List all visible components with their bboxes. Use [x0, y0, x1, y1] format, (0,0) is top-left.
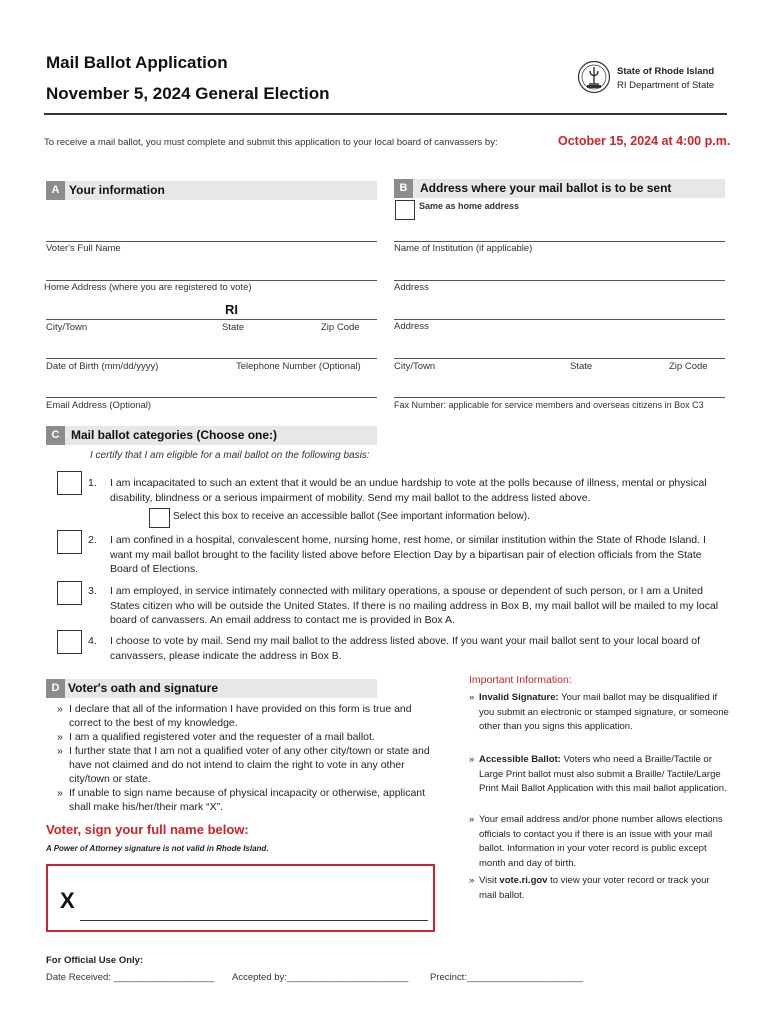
section-a-letter: A	[46, 181, 65, 200]
section-c-title: Mail ballot categories (Choose one:)	[71, 428, 278, 442]
option-3-text: I am employed, in service intimately connected with military operations, a spouse or dependent of such person, or I am a United States citizen who will be outside the United States. If there is no mailing address in Box B, my mail ballot will be mailed to my local board of canvassers. An email address to contact me is provided in Box A.	[110, 585, 719, 626]
b-zip-label: Zip Code	[669, 361, 708, 372]
option-3-number: 3.	[88, 585, 97, 597]
full-name-field[interactable]	[46, 241, 377, 242]
header-divider	[44, 113, 727, 115]
city-state-zip-field[interactable]	[46, 319, 377, 320]
state-label: State	[222, 322, 245, 333]
oath-item: » I am a qualified registered voter and the requester of a mail ballot.	[57, 731, 375, 743]
email-label: Email Address (Optional)	[46, 400, 152, 411]
certify-text: I certify that I am eligible for a mail ballot on the following basis:	[90, 450, 370, 461]
important-item-visit: » Visit vote.ri.gov to view your voter record or track your mail ballot.	[469, 875, 710, 901]
vote-ri-gov-link[interactable]: vote.ri.gov	[499, 875, 548, 886]
dob-phone-field[interactable]	[46, 358, 377, 359]
section-b-letter: B	[394, 179, 413, 198]
home-address-field[interactable]	[46, 280, 377, 281]
signature-box[interactable]	[46, 864, 435, 932]
option-2-checkbox[interactable]	[57, 530, 82, 554]
fax-label: Fax Number: applicable for service members and overseas citizens in Box C3	[394, 400, 704, 410]
institution-field[interactable]	[394, 241, 725, 242]
form-title: Mail Ballot Application	[46, 53, 228, 72]
b-city-label: City/Town	[394, 361, 436, 372]
option-4-checkbox[interactable]	[57, 630, 82, 654]
b-city-state-zip-field[interactable]	[394, 358, 725, 359]
accessible-ballot-checkbox[interactable]	[149, 508, 170, 528]
option-1-text: I am incapacitated to such an extent that it would be an undue hardship to vote at the polls because of illness, mental or physical disability, blindness or a serious impairment of mobility. Send my mail ballot to the address listed above.	[110, 477, 707, 504]
rhode-island-seal-icon	[577, 60, 611, 94]
x-mark: X	[60, 888, 75, 913]
important-heading: Important Information:	[469, 674, 572, 686]
zip-label: Zip Code	[321, 322, 360, 333]
deadline-text: October 15, 2024 at 4:00 p.m.	[558, 134, 731, 148]
official-use-heading: For Official Use Only:	[46, 955, 144, 966]
oath-item: » I declare that all of the information I have provided on this form is true and correct to the best of my knowledge.	[57, 703, 412, 729]
email-field[interactable]	[46, 397, 377, 398]
city-label: City/Town	[46, 322, 88, 333]
oath-item: » If unable to sign name because of physical incapacity or otherwise, applicant shall make his/her/their mark “X”.	[57, 787, 426, 813]
accepted-by-field: Accepted by:_______________________	[232, 972, 409, 983]
intro-text: To receive a mail ballot, you must complete and submit this application to your local board of canvassers by:	[44, 137, 498, 148]
institution-label: Name of Institution (if applicable)	[394, 243, 533, 254]
important-item-accessible: » Accessible Ballot: Voters who need a Braille/Tactile or Large Print ballot must also submit a Braille/ Tactile/Large Print Mail Ballot Application with this mail ballot application.	[469, 754, 727, 794]
option-1-number: 1.	[88, 477, 97, 489]
department-name: RI Department of State	[617, 80, 715, 91]
oath-list	[57, 702, 437, 814]
poa-note: A Power of Attorney signature is not valid in Rhode Island.	[46, 844, 269, 853]
section-d-title: Voter's oath and signature	[68, 681, 218, 695]
dob-label: Date of Birth (mm/dd/yyyy)	[46, 361, 159, 372]
precinct-field: Precinct:______________________	[430, 972, 584, 983]
fax-field[interactable]	[394, 397, 725, 398]
section-c-header	[46, 426, 377, 445]
signature-line[interactable]	[80, 920, 428, 921]
option-4-number: 4.	[88, 635, 97, 647]
section-b-header	[394, 179, 725, 198]
b-state-label: State	[570, 361, 593, 372]
address1-field[interactable]	[394, 280, 725, 281]
address1-label: Address	[394, 282, 429, 293]
option-3-checkbox[interactable]	[57, 581, 82, 605]
option-2-text: I am confined in a hospital, convalescent home, nursing home, rest home, or similar institution within the State of Rhode Island. I want my mail ballot brought to the facility listed above before Election Day by a bipartisan pair of election officials from the State Board of Elections.	[110, 534, 706, 575]
address2-field[interactable]	[394, 319, 725, 320]
same-as-home-label: Same as home address	[419, 201, 520, 211]
important-item-contact: » Your email address and/or phone number allows elections officials to contact you if there is an issue with your mail ballot. Information in your voter record is public except month and day of birth.	[469, 814, 723, 869]
oath-item: » I further state that I am not a qualified voter of any other city/town or state and have not claimed and do not intend to claim the right to vote in any other city/town or state.	[57, 745, 430, 785]
option-4-text: I choose to vote by mail. Send my mail ballot to the address listed above. If you want your mail ballot sent to your local board of canvassers, please indicate the address in Box B.	[110, 635, 701, 662]
home-address-label: Home Address (where you are registered to vote)	[44, 282, 252, 293]
section-c-letter: C	[46, 426, 65, 445]
address2-label: Address	[394, 321, 429, 332]
phone-label: Telephone Number (Optional)	[236, 361, 361, 372]
sign-prompt: Voter, sign your full name below:	[46, 822, 249, 837]
section-a-header	[46, 181, 377, 200]
important-item-signature: » Invalid Signature: Your mail ballot may be disqualified if you submit an electronic or stamped signature, or someone other than you signs this application.	[469, 692, 729, 732]
option-1-checkbox[interactable]	[57, 471, 82, 495]
full-name-label: Voter's Full Name	[46, 243, 121, 254]
accessible-ballot-label: Select this box to receive an accessible ballot (See important information below).	[173, 511, 530, 522]
election-title: November 5, 2024 General Election	[46, 84, 330, 103]
option-2-number: 2.	[88, 534, 97, 546]
section-d-letter: D	[46, 679, 65, 698]
section-a-title: Your information	[69, 183, 165, 197]
state-name: State of Rhode Island	[617, 66, 715, 77]
date-received-field: Date Received: ___________________	[46, 972, 214, 983]
state-value: RI	[225, 302, 238, 317]
section-d-header	[46, 679, 377, 698]
section-b-title: Address where your mail ballot is to be sent	[420, 181, 672, 195]
same-as-home-checkbox[interactable]	[395, 200, 415, 220]
